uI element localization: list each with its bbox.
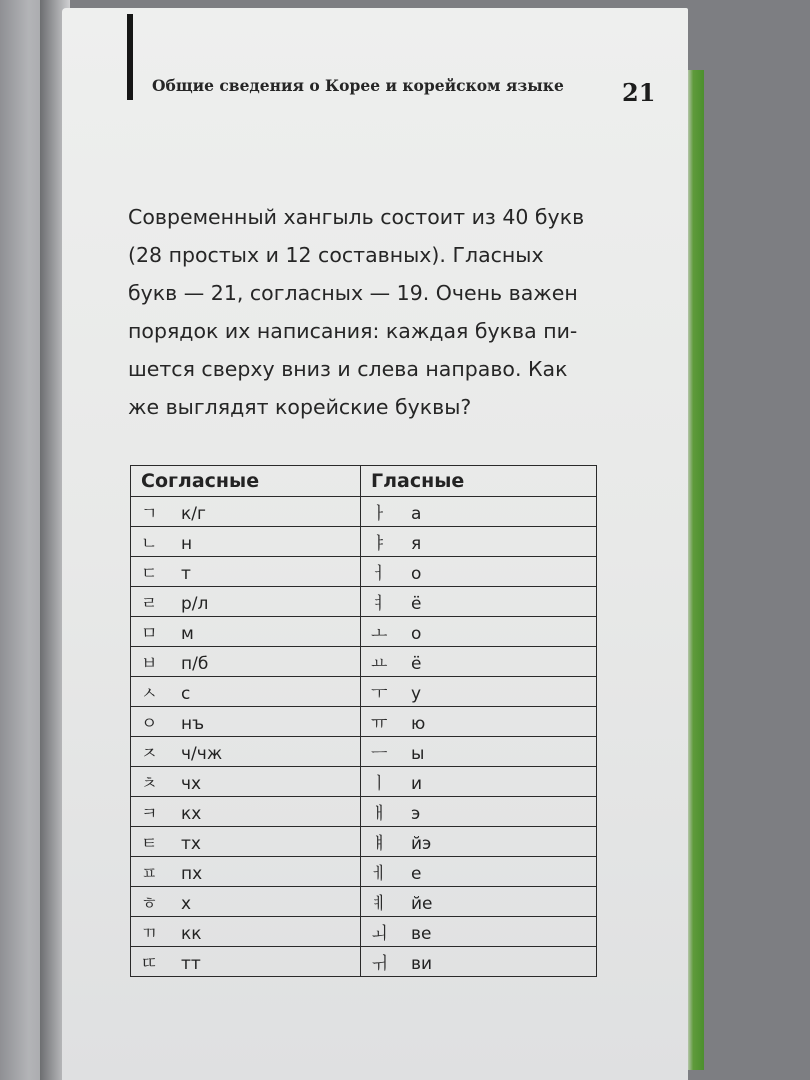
vowel-hangul-char: ㅒ: [371, 834, 388, 854]
running-title: Общие сведения о Корее и корейском языке: [152, 76, 564, 95]
vowel-transcription: а: [411, 504, 422, 524]
consonant-cell: [131, 887, 361, 917]
consonants-header: Согласные: [131, 466, 361, 497]
vowel-transcription: йе: [411, 894, 433, 914]
consonant-hangul-char: ㄴ: [141, 534, 158, 554]
vowel-cell: [361, 887, 597, 917]
vowel-transcription: ё: [411, 654, 422, 674]
consonant-transcription: н: [181, 534, 193, 554]
vowel-transcription: ве: [411, 924, 432, 944]
body-paragraph: [128, 198, 598, 426]
vowel-hangul-char: ㅐ: [371, 804, 388, 824]
consonant-hangul-char: ㅌ: [141, 834, 158, 854]
consonant-hangul-char: ㅁ: [141, 624, 158, 644]
consonant-cell: [131, 497, 361, 527]
consonant-hangul-char: ㅂ: [141, 654, 158, 674]
hangul-letters-table: [130, 465, 597, 977]
body-line: букв — 21, согласных — 19. Очень важен: [128, 281, 578, 305]
vowel-hangul-char: ㅖ: [371, 894, 388, 914]
vowel-cell: [361, 857, 597, 887]
consonant-transcription: ч/чж: [181, 744, 223, 764]
consonant-transcription: тх: [181, 834, 201, 854]
consonant-transcription: пх: [181, 864, 203, 884]
vowel-cell: [361, 827, 597, 857]
consonant-cell: [131, 587, 361, 617]
page-stack-edge: [686, 70, 704, 1070]
page-number: 21: [622, 78, 656, 107]
vowel-cell: [361, 947, 597, 977]
body-line: порядок их написания: каждая буква пи-: [128, 319, 578, 343]
consonant-transcription: тт: [181, 954, 201, 974]
vowels-header: Гласные: [361, 466, 597, 497]
consonant-transcription: кк: [181, 924, 202, 944]
table-header-row: [131, 466, 597, 497]
consonant-cell: [131, 617, 361, 647]
vowel-cell: [361, 647, 597, 677]
consonant-cell: [131, 737, 361, 767]
vowel-hangul-char: ㅓ: [371, 564, 388, 584]
table-row: [131, 737, 597, 767]
vowel-cell: [361, 527, 597, 557]
table-row: [131, 497, 597, 527]
consonant-hangul-char: ㅇ: [141, 714, 158, 734]
vowel-cell: [361, 557, 597, 587]
consonant-transcription: х: [181, 894, 192, 914]
table-row: [131, 527, 597, 557]
table-row: [131, 827, 597, 857]
consonant-cell: [131, 767, 361, 797]
consonant-cell: [131, 677, 361, 707]
consonant-cell: [131, 947, 361, 977]
consonant-transcription: нъ: [181, 714, 205, 734]
consonant-hangul-char: ㅊ: [141, 774, 158, 794]
vowel-hangul-char: ㅚ: [371, 924, 388, 944]
table-row: [131, 557, 597, 587]
consonant-hangul-char: ㄱ: [141, 504, 158, 524]
table-row: [131, 707, 597, 737]
table-body: [131, 497, 597, 977]
vowel-hangul-char: ㅡ: [371, 744, 388, 764]
vowel-hangul-char: ㅛ: [371, 654, 388, 674]
table-row: [131, 887, 597, 917]
vowel-transcription: у: [411, 684, 422, 704]
body-line: (28 простых и 12 составных). Гласных: [128, 243, 544, 267]
consonant-hangul-char: ㄲ: [141, 924, 158, 944]
vowel-cell: [361, 587, 597, 617]
consonant-hangul-char: ㅅ: [141, 684, 158, 704]
vowel-hangul-char: ㅣ: [371, 774, 388, 794]
consonant-transcription: кх: [181, 804, 202, 824]
vowel-cell: [361, 677, 597, 707]
vowel-transcription: о: [411, 624, 422, 644]
table-row: [131, 857, 597, 887]
consonant-transcription: т: [181, 564, 191, 584]
table-row: [131, 677, 597, 707]
table-row: [131, 767, 597, 797]
vowel-hangul-char: ㅑ: [371, 534, 388, 554]
vowel-hangul-char: ㅜ: [371, 684, 388, 704]
vowel-hangul-char: ㅏ: [371, 504, 388, 524]
consonant-hangul-char: ㅈ: [141, 744, 158, 764]
consonant-cell: [131, 647, 361, 677]
table-row: [131, 617, 597, 647]
vowel-hangul-char: ㅕ: [371, 594, 388, 614]
body-line: Современный хангыль состоит из 40 букв: [128, 205, 585, 229]
consonant-cell: [131, 827, 361, 857]
vowel-transcription: э: [411, 804, 421, 824]
vowel-transcription: ви: [411, 954, 433, 974]
consonant-transcription: с: [181, 684, 191, 704]
vowel-transcription: йэ: [411, 834, 432, 854]
vowel-hangul-char: ㅠ: [371, 714, 388, 734]
vowel-hangul-char: ㅗ: [371, 624, 388, 644]
consonant-hangul-char: ㅍ: [141, 864, 158, 884]
consonant-transcription: м: [181, 624, 194, 644]
vowel-cell: [361, 797, 597, 827]
vowel-cell: [361, 917, 597, 947]
consonant-cell: [131, 707, 361, 737]
consonant-transcription: к/г: [181, 504, 206, 524]
vowel-cell: [361, 737, 597, 767]
table-row: [131, 917, 597, 947]
vowel-transcription: и: [411, 774, 423, 794]
consonant-hangul-char: ㄹ: [141, 594, 158, 614]
consonant-cell: [131, 917, 361, 947]
consonant-transcription: р/л: [181, 594, 209, 614]
vowel-cell: [361, 497, 597, 527]
vowel-hangul-char: ㅔ: [371, 864, 388, 884]
vowel-transcription: е: [411, 864, 422, 884]
consonant-hangul-char: ㄸ: [141, 954, 158, 974]
body-line: же выглядят корейские буквы?: [128, 395, 472, 419]
vowel-cell: [361, 767, 597, 797]
consonant-cell: [131, 857, 361, 887]
consonant-cell: [131, 527, 361, 557]
consonant-hangul-char: ㅎ: [141, 894, 158, 914]
vowel-transcription: ё: [411, 594, 422, 614]
vowel-transcription: ю: [411, 714, 426, 734]
consonant-transcription: п/б: [181, 654, 209, 674]
vowel-transcription: ы: [411, 744, 425, 764]
body-line: шется сверху вниз и слева направо. Как: [128, 357, 568, 381]
consonant-transcription: чх: [181, 774, 202, 794]
vowel-cell: [361, 707, 597, 737]
consonant-hangul-char: ㄷ: [141, 564, 158, 584]
table-row: [131, 797, 597, 827]
header-marker-bar: [127, 14, 133, 100]
consonant-hangul-char: ㅋ: [141, 804, 158, 824]
vowel-transcription: я: [411, 534, 422, 554]
vowel-hangul-char: ㅟ: [371, 954, 388, 974]
consonant-cell: [131, 557, 361, 587]
consonant-cell: [131, 797, 361, 827]
table-row: [131, 947, 597, 977]
table-row: [131, 647, 597, 677]
vowel-cell: [361, 617, 597, 647]
table-row: [131, 587, 597, 617]
vowel-transcription: о: [411, 564, 422, 584]
